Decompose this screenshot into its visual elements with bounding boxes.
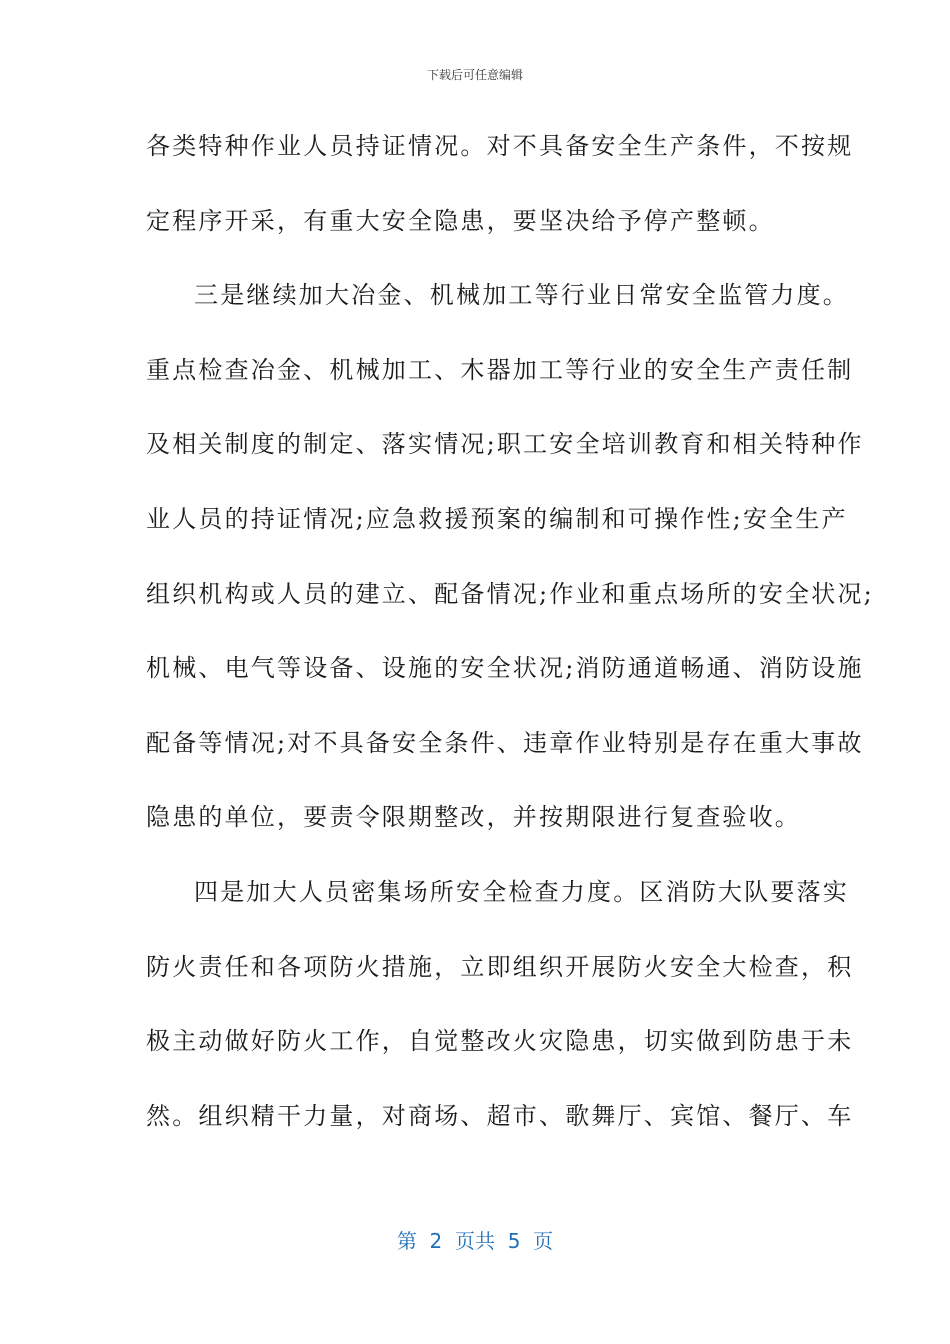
paragraph-start-line: 三是继续加大冶金、机械加工等行业日常安全监管力度。: [194, 281, 849, 310]
document-body: [146, 120, 874, 1164]
text-line: 然。组织精干力量，对商场、超市、歌舞厅、宾馆、餐厅、车: [146, 1101, 854, 1130]
text-line: 机械、电气等设备、设施的安全状况;消防通道畅通、消防设施: [146, 654, 864, 683]
text-line: 各类特种作业人员持证情况。对不具备安全生产条件，不按规: [146, 132, 854, 160]
text-line: 重点检查冶金、机械加工、木器加工等行业的安全生产责任制: [146, 355, 854, 384]
text-line: 防火责任和各项防火措施，立即组织开展防火安全大检查，积: [146, 952, 854, 981]
text-line: 及相关制度的制定、落实情况;职工安全培训教育和相关特种作: [146, 430, 864, 459]
header-note: 下载后可任意编辑: [426, 68, 523, 82]
text-line: 隐患的单位，要责令限期整改，并按期限进行复查验收。: [146, 803, 801, 832]
text-line: 极主动做好防火工作，自觉整改火灾隐患，切实做到防患于未: [146, 1027, 854, 1056]
text-line: 业人员的持证情况;应急救援预案的编制和可操作性;安全生产: [146, 504, 848, 533]
paragraph-start-line: 四是加大人员密集场所安全检查力度。区消防大队要落实: [194, 877, 849, 906]
page-number-footer: 第 2 页共 5 页: [396, 1229, 554, 1253]
text-line: 组织机构或人员的建立、配备情况;作业和重点场所的安全状况;: [146, 579, 874, 608]
text-line: 定程序开采，有重大安全隐患，要坚决给予停产整顿。: [146, 206, 775, 235]
text-line: 配备等情况;对不具备安全条件、违章作业特别是存在重大事故: [146, 728, 864, 757]
